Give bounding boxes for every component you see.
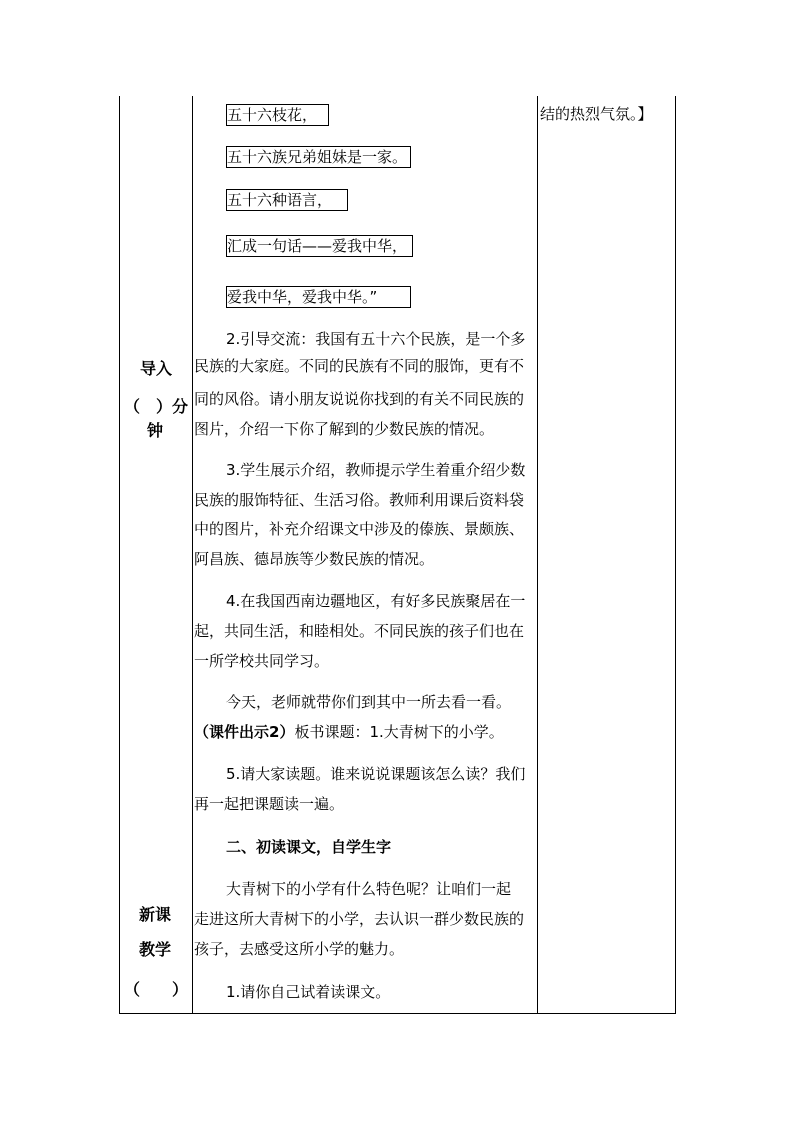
p3-line-2: 民族的服饰特征、生活习俗。教师利用课后资料袋 — [194, 491, 525, 509]
table-left-border — [119, 96, 120, 1014]
poem-line-2 — [226, 146, 411, 168]
poem-line-1 — [226, 104, 329, 126]
poem-line-3 — [226, 189, 348, 211]
p3-line-3: 中的图片，补充介绍课文中涉及的傣族、景颇族、 — [194, 520, 525, 538]
table-right-border — [675, 96, 676, 1014]
table-bottom-border — [119, 1013, 676, 1014]
p6-line-1: 5.请大家读题。谁来说说课题该怎么读？我们 — [226, 765, 526, 783]
section-label-intro: 导入 — [140, 359, 173, 378]
p2-line-1: 2.引导交流：我国有五十六个民族，是一个多 — [226, 330, 526, 348]
p5-line-1: 今天，老师就带你们到其中一所去看一看。 — [226, 693, 512, 711]
section-time-unit: 钟 — [147, 421, 164, 440]
p3-line-4: 阿昌族、德昂族等少数民族的情况。 — [194, 550, 435, 568]
poem-line-4-text: 汇成一句话——爱我中华， — [227, 237, 408, 255]
p5-line-2-rest: 板书课题：1.大青树下的小学。 — [294, 723, 504, 741]
p4-line-3: 一所学校共同学习。 — [194, 652, 330, 670]
section-time-new-lesson: （ ） — [124, 980, 189, 999]
poem-line-3-text: 五十六种语言， — [227, 191, 333, 209]
right-note: 结的热烈气氛。】 — [540, 105, 653, 123]
p4-line-2: 起，共同生活，和睦相处。不同民族的孩子们也在 — [194, 622, 525, 640]
p7-line-1: 大青树下的小学有什么特色呢？让咱们一起 — [226, 880, 512, 898]
section-heading-2: 二、初读课文，自学生字 — [226, 838, 392, 856]
p4-line-1: 4.在我国西南边疆地区，有好多民族聚居在一 — [226, 592, 526, 610]
p7-line-2: 走进这所大青树下的小学，去认识一群少数民族的 — [194, 910, 525, 928]
poem-line-5-text: 爱我中华，爱我中华。” — [227, 288, 378, 306]
p5-line-2 — [194, 723, 504, 741]
poem-line-5 — [226, 286, 411, 308]
p6-line-2: 再一起把课题读一遍。 — [194, 795, 345, 813]
table-col-divider-2 — [537, 96, 538, 1014]
courseware-label: （课件出示2） — [194, 723, 295, 741]
p2-line-3: 同的风俗。请小朋友说说你找到的有关不同民族的 — [194, 390, 525, 408]
table-col-divider-1 — [192, 96, 193, 1014]
section-label-new-lesson: 新课 — [139, 905, 172, 924]
p8-line-1: 1.请你自己试着读课文。 — [226, 983, 391, 1001]
poem-line-4 — [226, 235, 413, 257]
section-time-intro: （ ）分 — [124, 397, 189, 416]
poem-line-1-text: 五十六枝花， — [227, 106, 318, 124]
p2-line-2: 民族的大家庭。不同的民族有不同的服饰，更有不 — [194, 357, 525, 375]
p2-line-4: 图片，介绍一下你了解到的少数民族的情况。 — [194, 420, 495, 438]
poem-line-2-text: 五十六族兄弟姐妹是一家。 — [227, 148, 408, 166]
section-label-teaching: 教学 — [139, 940, 172, 959]
p7-line-3: 孩子，去感受这所小学的魅力。 — [194, 940, 405, 958]
p3-line-1: 3.学生展示介绍，教师提示学生着重介绍少数 — [226, 461, 526, 479]
